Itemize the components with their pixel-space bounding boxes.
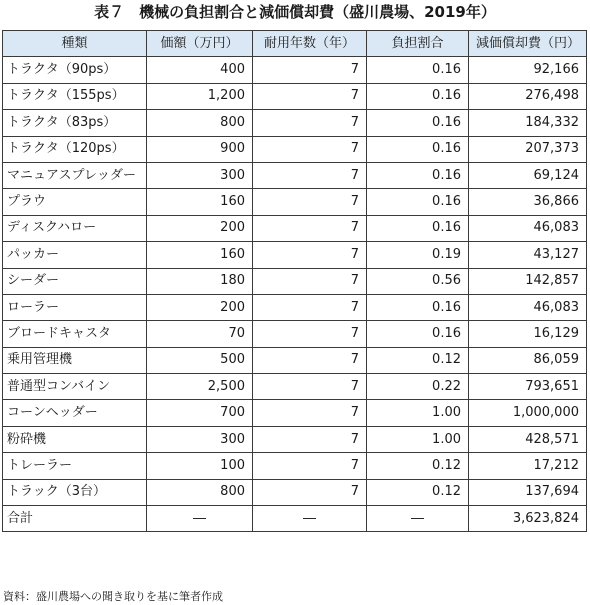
share-cell: 0.12 <box>367 453 469 479</box>
machine-type-cell: パッカー <box>3 242 147 268</box>
header-price: 価額（万円） <box>147 31 253 57</box>
useful-life-cell: 7 <box>253 57 367 83</box>
depreciation-cell: 46,083 <box>469 294 587 320</box>
share-cell: 0.12 <box>367 347 469 373</box>
depreciation-cell: 36,866 <box>469 189 587 215</box>
table-body <box>3 57 587 532</box>
share-cell: 0.19 <box>367 242 469 268</box>
depreciation-cell: 207,373 <box>469 136 587 162</box>
depreciation-cell: 46,083 <box>469 215 587 241</box>
price-cell: 900 <box>147 136 253 162</box>
useful-life-cell: 7 <box>253 453 367 479</box>
depreciation-cell: 43,127 <box>469 242 587 268</box>
useful-life-cell: 7 <box>253 162 367 188</box>
machine-type-cell: トラクタ（120ps） <box>3 136 147 162</box>
table-row <box>3 374 587 400</box>
share-cell: 0.56 <box>367 268 469 294</box>
price-cell: 100 <box>147 453 253 479</box>
price-cell: 160 <box>147 189 253 215</box>
price-cell: 200 <box>147 294 253 320</box>
depreciation-cell: 17,212 <box>469 453 587 479</box>
price-cell: 800 <box>147 479 253 505</box>
share-cell: 0.22 <box>367 374 469 400</box>
table-row <box>3 453 587 479</box>
machine-type-cell: ブロードキャスタ <box>3 321 147 347</box>
useful-life-cell: 7 <box>253 347 367 373</box>
share-cell: 0.16 <box>367 136 469 162</box>
price-cell: 160 <box>147 242 253 268</box>
machine-type-cell: ローラー <box>3 294 147 320</box>
useful-life-cell: 7 <box>253 110 367 136</box>
useful-life-cell: 7 <box>253 426 367 452</box>
depreciation-cell: 142,857 <box>469 268 587 294</box>
depreciation-cell: 16,129 <box>469 321 587 347</box>
depreciation-cell: 428,571 <box>469 426 587 452</box>
useful-life-cell: 7 <box>253 215 367 241</box>
machine-type-cell: コーンヘッダー <box>3 400 147 426</box>
share-cell: 1.00 <box>367 426 469 452</box>
table-row <box>3 110 587 136</box>
share-cell: 0.16 <box>367 162 469 188</box>
share-cell: 0.16 <box>367 189 469 215</box>
machine-type-cell: トレーラー <box>3 453 147 479</box>
table-row <box>3 479 587 505</box>
total-share-dash: ― <box>367 506 469 532</box>
table-row <box>3 57 587 83</box>
machine-type-cell: トラクタ（155ps） <box>3 83 147 109</box>
share-cell: 0.16 <box>367 215 469 241</box>
table-row <box>3 136 587 162</box>
price-cell: 300 <box>147 426 253 452</box>
price-cell: 500 <box>147 347 253 373</box>
depreciation-table <box>2 30 587 532</box>
price-cell: 700 <box>147 400 253 426</box>
price-cell: 2,500 <box>147 374 253 400</box>
share-cell: 0.16 <box>367 294 469 320</box>
depreciation-cell: 137,694 <box>469 479 587 505</box>
share-cell: 0.16 <box>367 321 469 347</box>
useful-life-cell: 7 <box>253 294 367 320</box>
useful-life-cell: 7 <box>253 136 367 162</box>
depreciation-cell: 86,059 <box>469 347 587 373</box>
useful-life-cell: 7 <box>253 479 367 505</box>
total-price-dash: ― <box>147 506 253 532</box>
table-row <box>3 162 587 188</box>
depreciation-cell: 92,166 <box>469 57 587 83</box>
machine-type-cell: シーダー <box>3 268 147 294</box>
price-cell: 70 <box>147 321 253 347</box>
price-cell: 800 <box>147 110 253 136</box>
header-row <box>3 31 587 57</box>
useful-life-cell: 7 <box>253 268 367 294</box>
table-row <box>3 189 587 215</box>
machine-type-cell: トラクタ（83ps） <box>3 110 147 136</box>
table-header <box>3 31 587 57</box>
useful-life-cell: 7 <box>253 242 367 268</box>
depreciation-cell: 276,498 <box>469 83 587 109</box>
table-row <box>3 294 587 320</box>
table-row <box>3 321 587 347</box>
useful-life-cell: 7 <box>253 400 367 426</box>
price-cell: 1,200 <box>147 83 253 109</box>
useful-life-cell: 7 <box>253 374 367 400</box>
share-cell: 0.12 <box>367 479 469 505</box>
machine-type-cell: プラウ <box>3 189 147 215</box>
price-cell: 180 <box>147 268 253 294</box>
header-machine-type: 種類 <box>3 31 147 57</box>
depreciation-cell: 184,332 <box>469 110 587 136</box>
source-note: 資料：盛川農場への聞き取りを基に筆者作成 <box>3 590 223 603</box>
table-row <box>3 426 587 452</box>
table-title: 表７ 機械の負担割合と減価償却費（盛川農場、2019年） <box>94 3 496 21</box>
machine-type-cell: 乗用管理機 <box>3 347 147 373</box>
price-cell: 300 <box>147 162 253 188</box>
machine-type-cell: マニュアスプレッダー <box>3 162 147 188</box>
price-cell: 200 <box>147 215 253 241</box>
table-row <box>3 268 587 294</box>
total-depreciation: 3,623,824 <box>469 506 587 532</box>
depreciation-cell: 1,000,000 <box>469 400 587 426</box>
table-row <box>3 347 587 373</box>
table-row <box>3 242 587 268</box>
useful-life-cell: 7 <box>253 321 367 347</box>
share-cell: 0.16 <box>367 57 469 83</box>
total-life-dash: ― <box>253 506 367 532</box>
header-depreciation: 減価償却費（円） <box>469 31 587 57</box>
header-share: 負担割合 <box>367 31 469 57</box>
share-cell: 0.16 <box>367 110 469 136</box>
table-row <box>3 215 587 241</box>
depreciation-cell: 793,651 <box>469 374 587 400</box>
table-row <box>3 83 587 109</box>
machine-type-cell: ディスクハロー <box>3 215 147 241</box>
table-row <box>3 400 587 426</box>
useful-life-cell: 7 <box>253 83 367 109</box>
price-cell: 400 <box>147 57 253 83</box>
machine-type-cell: トラック（3台） <box>3 479 147 505</box>
total-label: 合計 <box>3 506 147 532</box>
header-useful-life: 耐用年数（年） <box>253 31 367 57</box>
machine-type-cell: 普通型コンバイン <box>3 374 147 400</box>
share-cell: 1.00 <box>367 400 469 426</box>
total-row <box>3 506 587 532</box>
machine-type-cell: 粉砕機 <box>3 426 147 452</box>
share-cell: 0.16 <box>367 83 469 109</box>
machine-type-cell: トラクタ（90ps） <box>3 57 147 83</box>
depreciation-cell: 69,124 <box>469 162 587 188</box>
useful-life-cell: 7 <box>253 189 367 215</box>
